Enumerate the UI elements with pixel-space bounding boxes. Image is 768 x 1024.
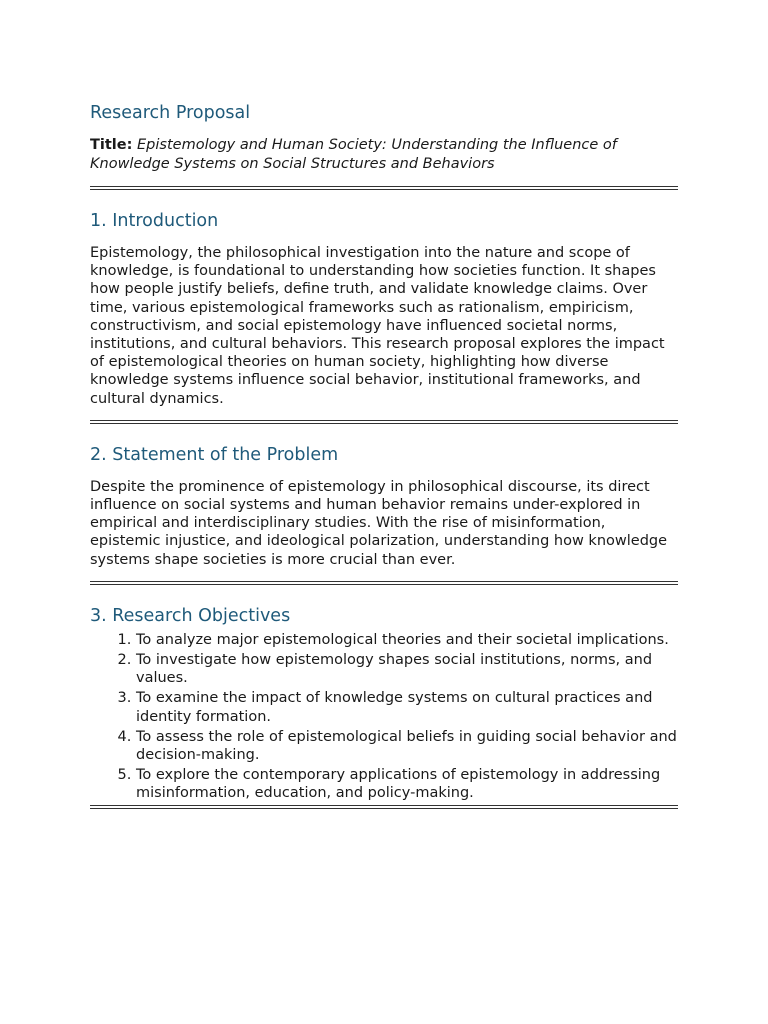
section-problem bbox=[90, 424, 678, 569]
document-heading: Research Proposal bbox=[90, 103, 251, 123]
objectives-list bbox=[90, 631, 678, 803]
title-label: Title: bbox=[90, 137, 133, 153]
title-text: Epistemology and Human Society: Understanding the Influence of Knowledge Systems on Social Structures and Behaviors bbox=[90, 137, 617, 172]
section-introduction bbox=[90, 190, 678, 408]
objectives-heading: 3. Research Objectives bbox=[90, 605, 291, 626]
list-item: 1. To analyze major epistemological theories and their societal implications. bbox=[136, 631, 678, 649]
proposal-title bbox=[90, 136, 678, 174]
list-item: 3. To examine the impact of knowledge systems on cultural practices and identity formation. bbox=[136, 689, 678, 725]
list-item: 4. To assess the role of epistemological beliefs in guiding social behavior and decision-making. bbox=[136, 728, 678, 764]
problem-heading: 2. Statement of the Problem bbox=[90, 444, 339, 465]
section-divider bbox=[90, 805, 678, 809]
list-item: 5. To explore the contemporary applications of epistemology in addressing misinformation, education, and policy-making. bbox=[136, 766, 678, 802]
introduction-body: Epistemology, the philosophical investigation into the nature and scope of knowledge, is foundational to understanding how societies function. It shapes how people justify beliefs, define truth, and validate knowledge claims. Over time, various epistemological frameworks such as rationalism, empiricism, constructivism, and social epistemology have influenced societal norms, institutions, and cultural behaviors. This research proposal explores the impact of epistemological theories on human society, highlighting how diverse knowledge systems influence social behavior, institutional frameworks, and cultural dynamics. bbox=[90, 245, 665, 407]
section-objectives bbox=[90, 585, 678, 803]
list-item: 2. To investigate how epistemology shapes social institutions, norms, and values. bbox=[136, 651, 678, 687]
introduction-heading: 1. Introduction bbox=[90, 211, 219, 231]
problem-body: Despite the prominence of epistemology in philosophical discourse, its direct influence on social systems and human behavior remains under-explored in empirical and interdisciplinary studies. With the rise of misinformation, epistemic injustice, and ideological polarization, understanding how knowledge systems shape societies is more crucial than ever. bbox=[90, 478, 668, 568]
